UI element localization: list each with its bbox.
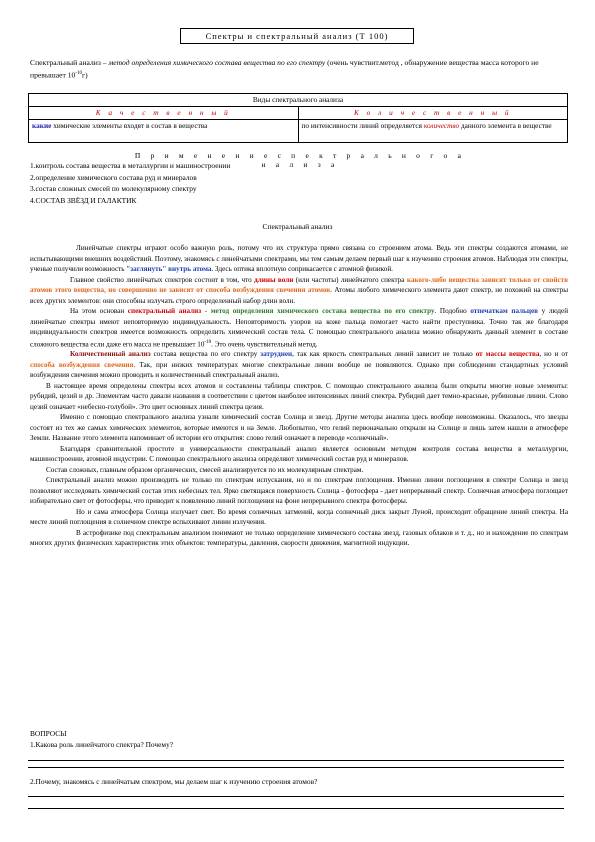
quantitative-title: К о л и ч е с т в е н н ы й xyxy=(298,107,568,120)
exponent: -10 xyxy=(204,339,212,345)
intro-definition xyxy=(30,57,570,81)
article-paragraph: В настоящее время определены спектры всех атомов и составлены таблицы спектров. С помощью спектрального анализа были открыты многие новые элементы: рубидий, цезий и др. Элементам часто давали названия в соответствии с цветом наиболее интенсивных линий спектра. Рубидий дает темно-красные, рубиновые линии. Слово цезий означает «небесно-голубой». Это цвет основных линий спектра цезия. xyxy=(30,381,568,411)
highlight-wavelengths: длины волн xyxy=(254,275,294,284)
article-paragraph: Но и сама атмосфера Солнца излучает свет. Во время солнечных затмений, когда солнечный диск закрыт Луной, происходит обращение линий спектра. На месте линий поглощения в солнечном спектре вспыхивают линии излучения. xyxy=(30,507,568,527)
application-list xyxy=(30,160,570,206)
paragraph-text: Линейчатые спектры играют особо важную роль, потому что их структура прямо связана со строением атома. Ведь эти спектры создаются атомами, не испытывающими внешних воздействий. Поэтому, знакомясь с линейчатыми спектрами, мы тем самым делаем первый шаг к изучению строения атомов. Наблюдая эти спектры, ученые получили возможность xyxy=(30,244,568,273)
qualitative-text: химические элементы входят в состав в вещества xyxy=(53,121,208,130)
highlight-fingerprints: отпечаткам пальцев xyxy=(470,307,539,315)
article-body xyxy=(30,243,568,549)
article-paragraph xyxy=(30,306,568,349)
answer-line xyxy=(28,796,564,797)
application-item: 1.контроль состава вещества в металлургии и машиностроении xyxy=(30,161,231,170)
question-1: 1.Какова роль линейчатого спектра? Почему? xyxy=(30,740,174,749)
highlight-difficult: затруднен xyxy=(260,350,293,359)
highlight-quantitative: Количественный анализ xyxy=(70,350,151,359)
intro-tail: (очень чувствит.метод , обнаружение вещества масса которого не превышает 10 xyxy=(30,58,539,80)
highlight-look-inside-atom: "заглянуть" внутрь атома xyxy=(126,265,212,273)
article-paragraph xyxy=(30,275,568,307)
article-paragraph xyxy=(30,243,568,275)
article-paragraph: Спектральный анализ можно производить не только по спектрам испускания, но и по спектрам поглощения. Именно линии поглощения в спектре Солнца и звезд позволяют исследовать химический состав этих небесных тел. Ярко светящаяся поверхность Солнца - фотосфера - дает непрерывный спектр. Солнечная атмосфера поглощает избирательно свет от фотосферы, что приводит к появлению линий поглощения на фоне непрерывного спектра фотосферы. xyxy=(30,476,568,506)
article-title: Спектральный анализ xyxy=(262,222,333,231)
application-title: П р и м е н е н и е с п е к т р а л ь н о г о а н а л и з а xyxy=(134,151,466,169)
article-paragraph xyxy=(30,349,568,381)
article-paragraph: Благодаря сравнительной простоте и универсальности спектральный анализ является основным методом контроля состава вещества в металлургии, машиностроении, атомной индустрии. С помощью спектрального анализа определяют химический состав руд и минералов. xyxy=(30,444,568,464)
application-item: 2.определение химического состава руд и минералов xyxy=(30,172,197,182)
intro-definition-text: метод определения химического состава вещества по его спектру xyxy=(108,58,326,67)
paragraph-text: , но и от xyxy=(539,350,568,359)
qualitative-highlight: какие xyxy=(32,121,52,130)
highlight-mass: от массы вещества xyxy=(475,350,540,359)
paragraph-text: На этом основан xyxy=(70,307,125,315)
paragraph-text: . Подобно xyxy=(434,307,467,315)
paragraph-text: . Здесь оптика вплотную соприкасается с атомной физикой. xyxy=(211,265,393,273)
quantitative-highlight: количество xyxy=(423,121,460,130)
application-item: 4.СОСТАВ ЗВЁЗД И ГАЛАКТИК xyxy=(30,195,137,205)
paragraph-text: (или частоты) линейчатого спектра xyxy=(295,275,405,284)
analysis-types-table xyxy=(28,93,568,143)
question-2: 2.Почему, знакомясь с линейчатым спектром, мы делаем шаг к изучению строения атомов? xyxy=(30,777,318,786)
answer-line xyxy=(28,808,564,809)
paragraph-text: состава вещества по его спектру xyxy=(153,350,258,359)
paragraph-text: , так как яркость спектральных линий зависит не только xyxy=(292,350,473,359)
paragraph-text: . Так, при низких температурах многие спектральные линии вообще не появляются. Однако при соблюдении стандартных условий возбуждения свечения можно проводить и количественный спектральный анализ. xyxy=(30,360,568,380)
questions-section xyxy=(30,728,570,750)
qualitative-description xyxy=(29,120,299,143)
highlight-main-property: какого-либо вещества зависят только от свойств атомов этого вещества, но совершенно не зависят от способа возбуждения свечения атомов. xyxy=(30,275,568,294)
article-paragraph: Состав сложных, главным образом органических, смесей анализируется по их молекулярным спектрам. xyxy=(46,465,364,474)
article-paragraph: Именно с помощью спектрального анализа узнали химический состав Солнца и звезд. Другие методы анализа здесь вообще невозможны. Оказалось, что звезды состоят из тех же самых химических элементов, которые имеются и на Земле. Любопытно, что гелий первоначально открыли на Солнце и лишь затем нашли в атмосфере Земли. Название этого элемента напоминает об истории его открытия: слово гелий означает в переводе «солнечный». xyxy=(30,413,568,443)
paragraph-text: . Это очень чувствительный метод. xyxy=(211,339,318,348)
intro-exponent: -10 xyxy=(75,71,82,76)
paragraph-text: Главное свойство линейчатых спектров состоит в том, что xyxy=(70,275,252,284)
paragraph-text: Атомы любого химического элемента дают спектр, не похожий на спектры всех других элементов: они способны излучать строго определенный набор длин волн. xyxy=(30,286,568,305)
paragraph-text: у людей линейчатые спектры имеют неповторимую индивидуальность. Неповторимость узоров на коже пальца помогает часто найти преступника. Точно так же благодаря индивидуальности спектров имеется возможность определить химический состав тела. С помощью спектрального анализа можно обнаружить данный элемент в составе сложного вещества если даже его масса не превышает 10 xyxy=(30,307,569,348)
intro-tail-end: г) xyxy=(82,70,88,80)
article-paragraph: В астрофизике под спектральным анализом понимают не только определение химического состава звезд, газовых облаков и т. д., но и нахождение по спектрам многих других физических характеристик этих объектов: температуры, давления, скорости движения, магнитной индукции. xyxy=(30,528,568,548)
application-item: 3.состав сложных смесей по молекулярному спектру xyxy=(30,184,197,193)
document-title: Спектры и спектральный анализ (Т 100) xyxy=(180,28,414,44)
questions-heading: ВОПРОСЫ xyxy=(30,729,67,738)
quantitative-text-after: данного элемента в веществе xyxy=(460,121,552,130)
quantitative-description xyxy=(298,120,568,143)
highlight-spectral-analysis: спектральный анализ xyxy=(127,307,202,315)
answer-line xyxy=(28,760,564,761)
analysis-types-header: Виды спектрального анализа xyxy=(29,94,568,107)
intro-lead: Спектральный анализ – xyxy=(30,58,107,67)
quantitative-text-before: по интенсивности линий определяется xyxy=(301,121,422,130)
highlight-excitation: способа возбуждения свечения xyxy=(30,360,134,369)
highlight-definition: - метод определения химического состава вещества по его спектру xyxy=(204,307,435,315)
answer-line xyxy=(28,767,564,768)
qualitative-title: К а ч е с т в е н н ы й xyxy=(29,107,299,120)
